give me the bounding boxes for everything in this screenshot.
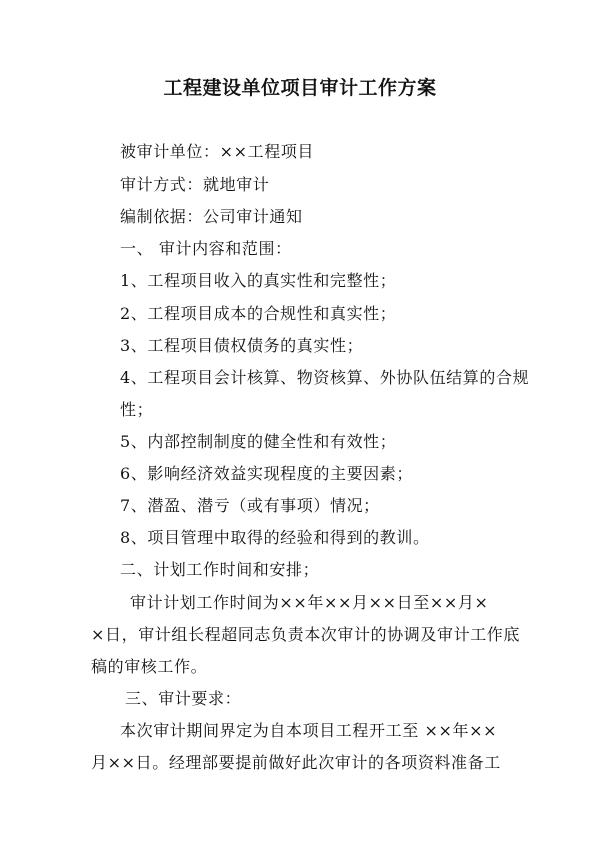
- list-item: 3、工程项目债权债务的真实性；: [120, 336, 364, 355]
- document-title: 工程建设单位项目审计工作方案: [163, 77, 437, 99]
- paragraph-line: 稿的审核工作。: [91, 657, 208, 676]
- text-line-basis: 编制依据：公司审计通知: [120, 207, 303, 226]
- section-heading-requirements: 三、审计要求：: [125, 689, 242, 708]
- paragraph-line: ×日，审计组长程超同志负责本次审计的协调及审计工作底: [91, 625, 521, 644]
- text-line-audited-unit: 被审计单位：××工程项目: [120, 142, 315, 161]
- list-item-continuation: 性；: [120, 400, 154, 419]
- list-item: 4、工程项目会计核算、物资核算、外协队伍结算的合规: [120, 368, 530, 387]
- paragraph-line: 审计计划工作时间为××年××月××日至××月×: [130, 593, 489, 612]
- paragraph-line: 本次审计期间界定为自本项目工程开工至 ××年××: [120, 721, 498, 740]
- list-item: 2、工程项目成本的合规性和真实性；: [120, 304, 397, 323]
- list-item: 8、项目管理中取得的经验和得到的教训。: [120, 528, 430, 547]
- section-heading-scope: 一、 审计内容和范围：: [120, 239, 292, 258]
- section-heading-schedule: 二、计划工作时间和安排；: [120, 560, 320, 579]
- paragraph-line: 月××日。经理部要提前做好此次审计的各项资料准备工: [91, 753, 501, 772]
- list-item: 5、内部控制制度的健全性和有效性；: [120, 432, 397, 451]
- list-item: 7、潜盈、潜亏（或有事项）情况；: [120, 496, 380, 515]
- text-line-audit-method: 审计方式：就地审计: [120, 175, 270, 194]
- list-item: 6、影响经济效益实现程度的主要因素；: [120, 464, 413, 483]
- list-item: 1、工程项目收入的真实性和完整性；: [120, 271, 397, 290]
